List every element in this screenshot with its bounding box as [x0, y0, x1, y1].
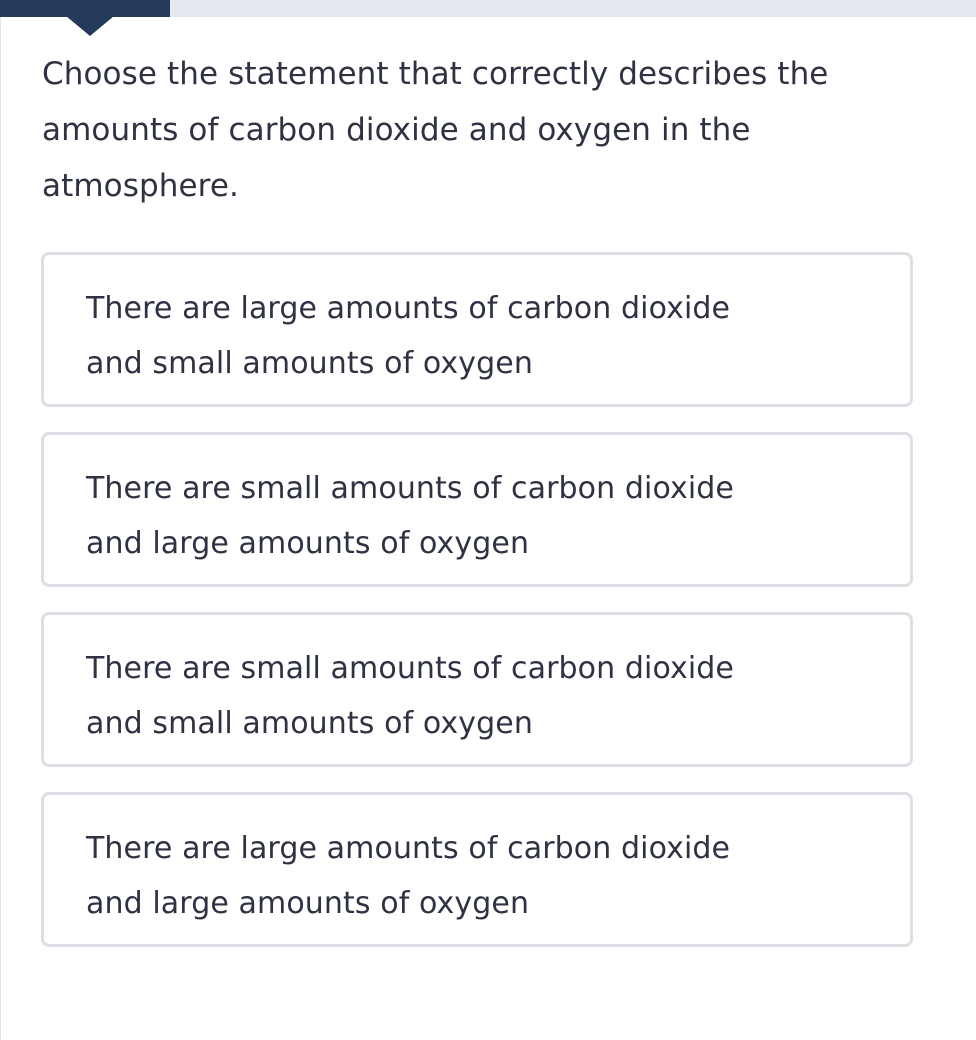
- answer-option-3[interactable]: [41, 612, 913, 767]
- page-left-border: [0, 0, 1, 1040]
- answer-option-1[interactable]: [41, 252, 913, 407]
- answer-option-2-line-2: and large amounts of oxygen: [86, 526, 530, 561]
- answer-option-1-line-2: and small amounts of oxygen: [86, 346, 533, 381]
- answer-options: [41, 252, 913, 972]
- answer-option-1-line-1: There are large amounts of carbon dioxide: [86, 291, 731, 326]
- answer-option-2[interactable]: [41, 432, 913, 587]
- question-text: Choose the statement that correctly describes the amounts of carbon dioxide and oxygen in the atmosphere.: [42, 56, 829, 204]
- answer-option-4-line-2: and large amounts of oxygen: [86, 886, 530, 921]
- answer-option-4-line-1: There are large amounts of carbon dioxide: [86, 831, 731, 866]
- progress-bar: [0, 0, 976, 17]
- answer-option-3-line-1: There are small amounts of carbon dioxide: [86, 651, 734, 686]
- answer-option-2-line-1: There are small amounts of carbon dioxide: [86, 471, 734, 506]
- answer-option-3-line-2: and small amounts of oxygen: [86, 706, 533, 741]
- progress-pointer-icon: [66, 16, 114, 36]
- answer-option-4[interactable]: [41, 792, 913, 947]
- progress-bar-fill: [0, 0, 170, 17]
